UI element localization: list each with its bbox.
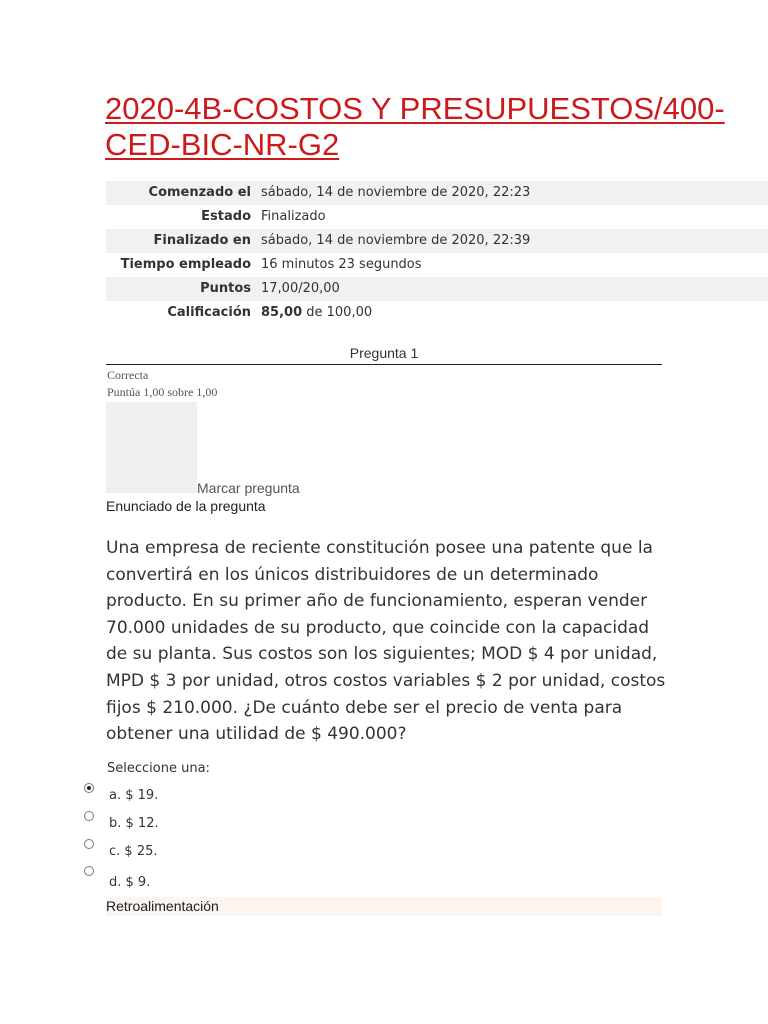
summary-value: Finalizado xyxy=(258,205,768,229)
flag-question-icon[interactable] xyxy=(106,402,197,493)
question-statement-label: Enunciado de la pregunta xyxy=(106,498,266,514)
summary-label: Comenzado el xyxy=(106,181,258,205)
summary-row-grade xyxy=(106,301,768,325)
feedback-heading: Retroalimentación xyxy=(106,897,662,916)
summary-label: Finalizado en xyxy=(106,229,258,253)
option-a-radio[interactable] xyxy=(84,783,94,793)
option-c-label[interactable]: c. $ 25. xyxy=(109,844,158,859)
option-d-radio[interactable] xyxy=(84,866,94,876)
flag-question-link[interactable]: Marcar pregunta xyxy=(197,480,300,496)
question-score: Puntúa 1,00 sobre 1,00 xyxy=(107,385,218,399)
option-b-radio[interactable] xyxy=(84,811,94,821)
summary-value: sábado, 14 de noviembre de 2020, 22:23 xyxy=(258,181,768,205)
summary-row-time-taken xyxy=(106,253,768,277)
summary-label: Estado xyxy=(106,205,258,229)
summary-label: Puntos xyxy=(106,277,258,301)
quiz-summary-table xyxy=(106,181,768,325)
question-status: Correcta xyxy=(107,368,149,382)
summary-value: sábado, 14 de noviembre de 2020, 22:39 xyxy=(258,229,768,253)
option-d-label[interactable]: d. $ 9. xyxy=(109,875,151,890)
summary-value: 17,00/20,00 xyxy=(258,277,768,301)
select-one-prompt: Seleccione una: xyxy=(107,761,210,776)
summary-row-points xyxy=(106,277,768,301)
summary-value xyxy=(258,301,768,325)
grade-score: 85,00 xyxy=(261,305,303,320)
summary-row-started xyxy=(106,181,768,205)
grade-suffix: de 100,00 xyxy=(302,305,373,320)
question-text: Una empresa de reciente constitución posee una patente que la convertirá en los únicos distribuidores de un determinado producto. En su primer año de funcionamiento, esperan vender 70.000 unidades de su producto, que coincide con la capacidad de su planta. Sus costos son los siguientes; MOD $ 4 por unidad, MPD $ 3 por unidad, otros costos variables $ 2 por unidad, costos fijos $ 210.000. ¿De cuánto debe ser el precio de venta para obtener una utilidad de $ 490.000? xyxy=(106,538,666,745)
question-header: Pregunta 1 xyxy=(106,343,662,365)
summary-label: Calificación xyxy=(106,301,258,325)
summary-value: 16 minutos 23 segundos xyxy=(258,253,768,277)
summary-label: Tiempo empleado xyxy=(106,253,258,277)
page-title[interactable]: 2020-4B-COSTOS Y PRESUPUESTOS/400-CED-BIC-NR-G2 xyxy=(105,91,725,162)
option-a-label[interactable]: a. $ 19. xyxy=(109,788,159,803)
option-c-radio[interactable] xyxy=(84,839,94,849)
summary-row-finished xyxy=(106,229,768,253)
option-b-label[interactable]: b. $ 12. xyxy=(109,816,159,831)
summary-row-state xyxy=(106,205,768,229)
